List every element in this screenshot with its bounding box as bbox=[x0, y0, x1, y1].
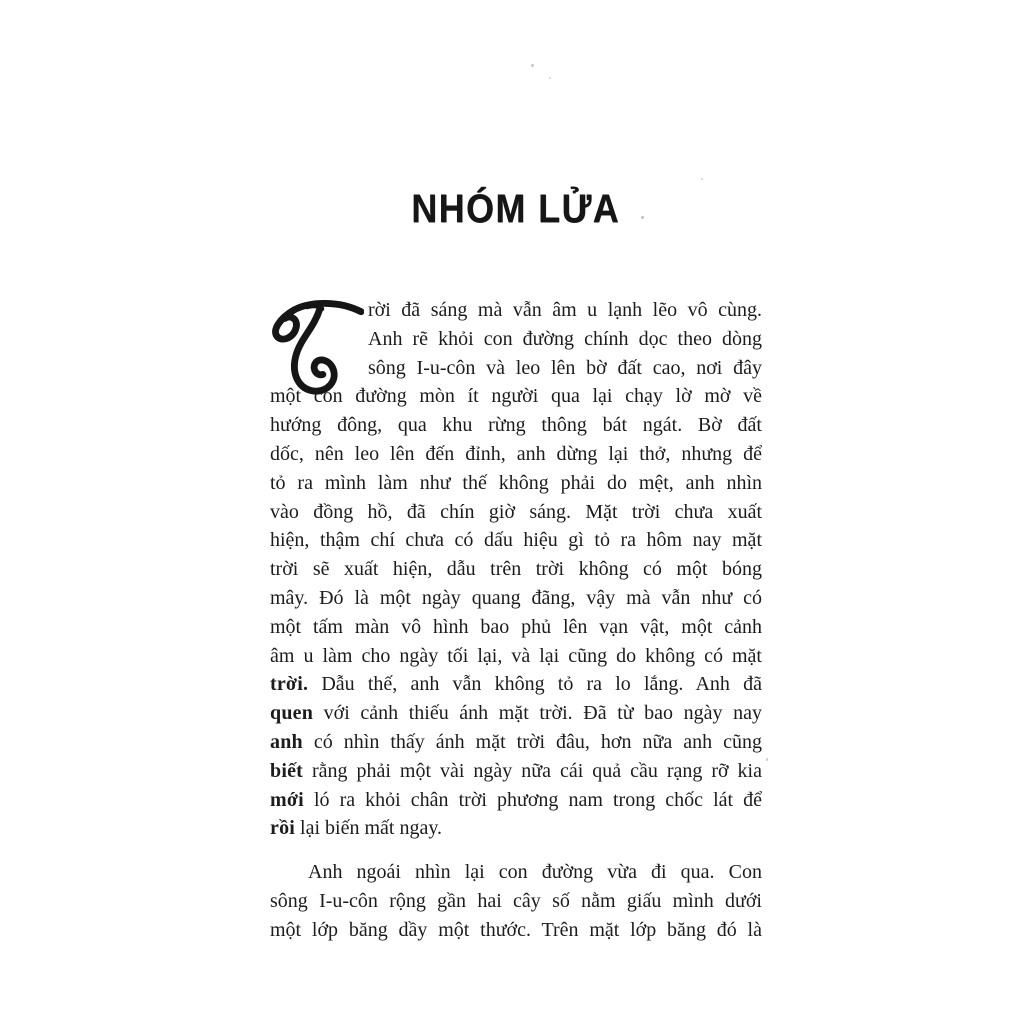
text-line: rời đã sáng mà vẫn âm u lạnh lẽo vô cùng. bbox=[368, 299, 762, 321]
bold-word: quen bbox=[270, 702, 314, 725]
text-line: hiện, thậm chí chưa có dấu hiệu gì tỏ ra hôm nay mặt bbox=[270, 529, 762, 552]
text-line: trời sẽ xuất hiện, dẫu trên trời không có một bóng bbox=[270, 558, 762, 581]
bold-word: trời. bbox=[270, 673, 309, 696]
bold-word: rồi bbox=[270, 817, 296, 840]
text-line: dốc, nên leo lên đến đỉnh, anh dừng lại thở, nhưng để bbox=[270, 442, 762, 465]
text-line: sông I-u-côn rộng gần hai cây số nằm giấu mình dưới bbox=[270, 889, 762, 912]
text-line: mới ló ra khỏi chân trời phương nam trong chốc lát để bbox=[270, 788, 762, 811]
scan-speck bbox=[701, 178, 703, 180]
scan-speck bbox=[766, 758, 768, 761]
text-line: anh có nhìn thấy ánh mặt trời đâu, hơn nữa anh cũng bbox=[270, 730, 762, 753]
scan-speck bbox=[549, 77, 551, 79]
chapter-title: NHÓM LỬA bbox=[411, 186, 621, 231]
text-line: vào đồng hồ, đã chín giờ sáng. Mặt trời chưa xuất bbox=[270, 500, 762, 523]
bold-word: anh bbox=[270, 730, 303, 753]
text-line: hướng đông, qua khu rừng thông bát ngát. Bờ đất bbox=[270, 414, 762, 437]
text-line: quen với cảnh thiếu ánh mặt trời. Đã từ bao ngày nay bbox=[270, 702, 762, 725]
text-line: Anh rẽ khỏi con đường chính dọc theo dòng bbox=[368, 327, 762, 350]
text-line: sông I-u-côn và leo lên bờ đất cao, nơi đây bbox=[368, 356, 762, 379]
text-line: mây. Đó là một ngày quang đãng, vậy mà vẫn như có bbox=[270, 586, 762, 609]
paragraph bbox=[270, 858, 762, 944]
scan-speck bbox=[531, 64, 534, 67]
bold-word: biết bbox=[270, 759, 304, 782]
text-line: một tấm màn vô hình bao phủ lên vạn vật, một cảnh bbox=[270, 615, 762, 638]
paragraph bbox=[270, 296, 762, 843]
drop-cap-letter bbox=[266, 298, 364, 396]
text-line: trời. Dẫu thế, anh vẫn không tỏ ra lo lắng. Anh đã bbox=[270, 673, 762, 696]
text-line: Anh ngoái nhìn lại con đường vừa đi qua. Con bbox=[308, 861, 762, 884]
text-line: biết rằng phải một vài ngày nữa cái quả cầu rạng rỡ kia bbox=[270, 759, 762, 782]
text-line: âm u làm cho ngày tối lại, và lại cũng do không có mặt bbox=[270, 644, 762, 667]
bold-word: mới bbox=[270, 788, 304, 811]
text-line: rồi lại biến mất ngay. bbox=[270, 817, 443, 840]
text-line: một lớp băng dầy một thước. Trên mặt lớp băng đó là bbox=[270, 918, 762, 941]
script-t-glyph bbox=[266, 298, 364, 396]
chapter-title-row bbox=[270, 188, 762, 230]
page-body bbox=[270, 296, 762, 945]
text-line: tỏ ra mình làm như thế không phải do mệt, anh nhìn bbox=[270, 471, 762, 494]
text-line: một con đường mòn ít người qua lại chạy lờ mờ về bbox=[270, 385, 762, 408]
